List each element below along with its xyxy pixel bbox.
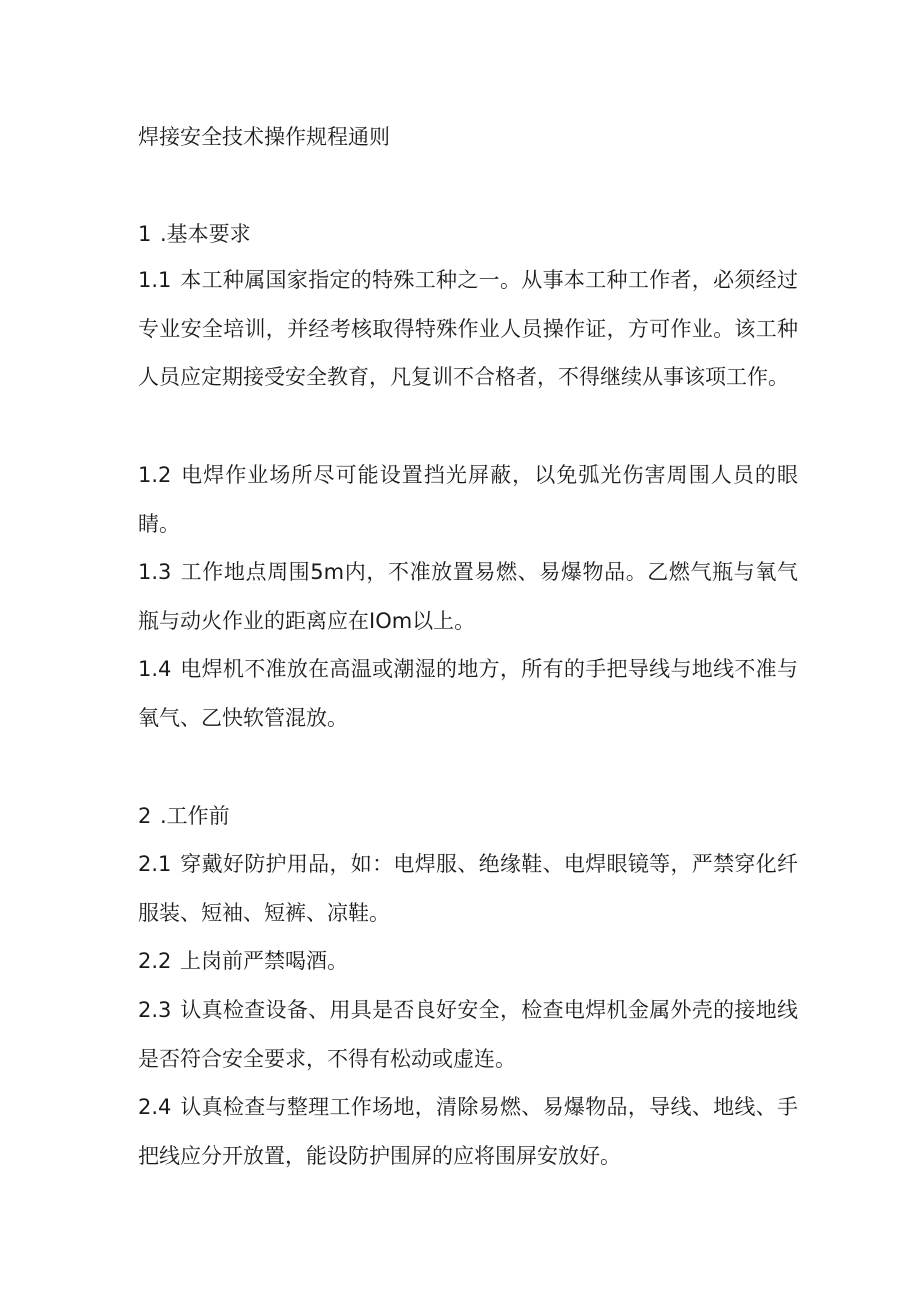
document-title: 焊接安全技术操作规程通则 bbox=[138, 125, 390, 149]
clause-number: 1.1 bbox=[138, 268, 172, 292]
section-title: .工作前 bbox=[160, 804, 230, 828]
section-number: 1 bbox=[138, 222, 152, 246]
clause-text: 穿戴好防护用品，如：电焊服、绝缘鞋、电焊眼镜等，严禁穿化纤服装、短袖、短裤、凉鞋。 bbox=[138, 852, 798, 925]
clause-text: 工作地点周围5m内，不准放置易燃、易爆物品。乙燃气瓶与氧气瓶与动火作业的距离应在IOm以上。 bbox=[138, 560, 798, 633]
clause-text: 上岗前严禁喝酒。 bbox=[180, 949, 348, 973]
section-title: .基本要求 bbox=[160, 222, 251, 246]
clause-number: 2.4 bbox=[138, 1095, 172, 1119]
clause-1-1 bbox=[138, 256, 798, 402]
clause-2-1 bbox=[138, 840, 798, 937]
clause-1-3 bbox=[138, 548, 798, 645]
clause-2-2 bbox=[138, 937, 798, 986]
clause-text: 电焊作业场所尽可能设置挡光屏蔽，以免弧光伤害周围人员的眼睛。 bbox=[138, 463, 798, 536]
clause-text: 认真检查与整理工作场地，清除易燃、易爆物品，导线、地线、手把线应分开放置，能设防护围屏的应将围屏安放好。 bbox=[138, 1095, 798, 1168]
clause-2-3 bbox=[138, 986, 798, 1083]
clause-text: 电焊机不准放在高温或潮湿的地方，所有的手把导线与地线不准与氧气、乙快软管混放。 bbox=[138, 657, 798, 730]
clause-1-4 bbox=[138, 645, 798, 742]
clause-number: 2.3 bbox=[138, 998, 172, 1022]
clause-number: 1.3 bbox=[138, 560, 172, 584]
clause-number: 2.2 bbox=[138, 949, 172, 973]
section-heading-2 bbox=[138, 800, 230, 832]
clause-1-2 bbox=[138, 451, 798, 548]
clause-number: 1.4 bbox=[138, 657, 172, 681]
section-number: 2 bbox=[138, 804, 152, 828]
clause-text: 本工种属国家指定的特殊工种之一。从事本工种工作者，必须经过专业安全培训，并经考核取得特殊作业人员操作证，方可作业。该工种人员应定期接受安全教育，凡复训不合格者，不得继续从事该项工作。 bbox=[138, 268, 798, 389]
clause-number: 2.1 bbox=[138, 852, 172, 876]
clause-number: 1.2 bbox=[138, 463, 172, 487]
clause-text: 认真检查设备、用具是否良好安全，检查电焊机金属外壳的接地线是否符合安全要求，不得有松动或虚连。 bbox=[138, 998, 798, 1071]
clause-2-4 bbox=[138, 1083, 798, 1180]
section-heading-1 bbox=[138, 218, 251, 250]
